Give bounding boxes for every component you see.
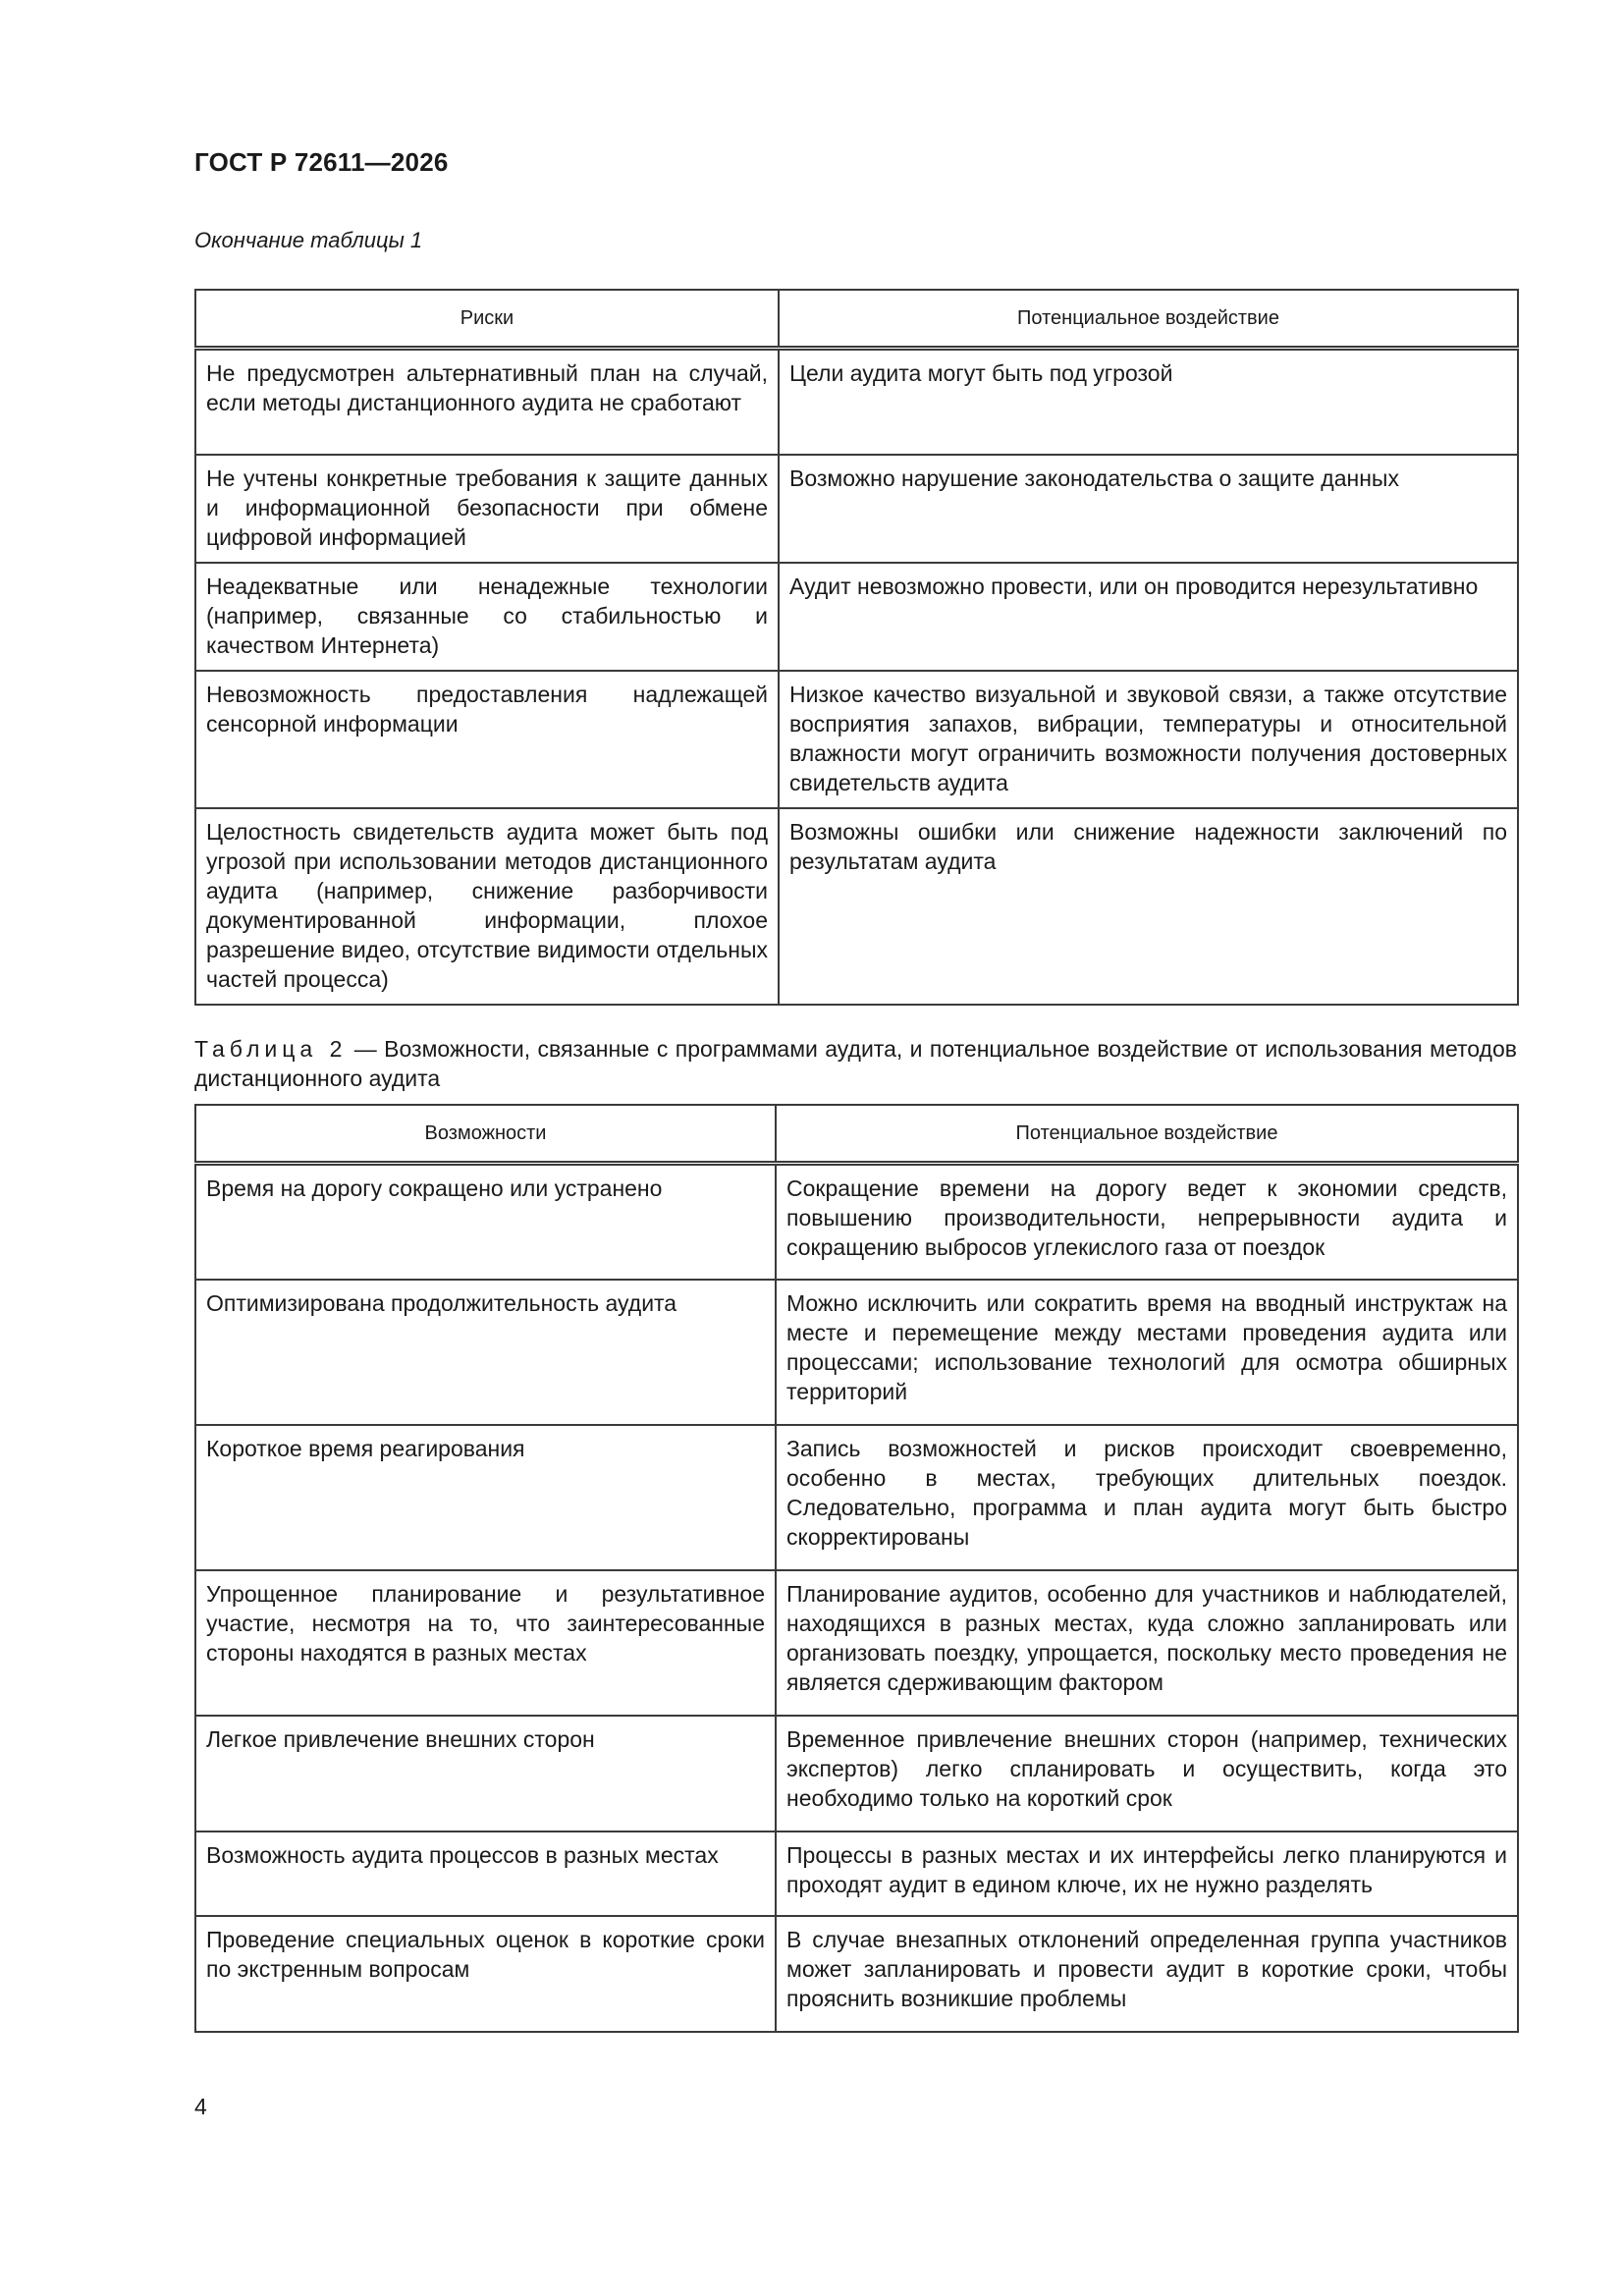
risk-cell: Невозможность предоставления надлежащей сенсорной информации [195, 671, 779, 808]
impact-cell: Планирование аудитов, особенно для участников и наблюдателей, находящихся в разных местах, куда сложно запланировать или организовать поездку, упрощается, поскольку место проведения не является сдерживающим фактором [776, 1570, 1518, 1716]
table2-caption-label: Таблица 2 [194, 1036, 348, 1062]
table-row [195, 455, 1518, 563]
table-row [195, 1164, 1518, 1280]
impact-cell: Процессы в разных местах и их интерфейсы легко планируются и проходят аудит в едином ключе, их не нужно разделять [776, 1831, 1518, 1916]
risk-cell: Неадекватные или ненадежные технологии (например, связанные со стабильностью и качеством Интернета) [195, 563, 779, 671]
impact-cell: Можно исключить или сократить время на вводный инструктаж на месте и перемещение между местами проведения аудита или процессами; использование технологий для осмотра обширных территорий [776, 1280, 1518, 1425]
table-row [195, 808, 1518, 1005]
risk-cell: Не предусмотрен альтернативный план на случай, если методы дистанционного аудита не сработают [195, 349, 779, 455]
table1-continuation-caption: Окончание таблицы 1 [194, 228, 423, 252]
standard-designation: ГОСТ Р 72611—2026 [194, 147, 449, 177]
impact-cell: В случае внезапных отклонений определенная группа участников может запланировать и провести аудит в короткие сроки, чтобы прояснить возникшие проблемы [776, 1916, 1518, 2032]
opportunity-cell: Время на дорогу сокращено или устранено [195, 1164, 776, 1280]
column-header-risks: Риски [195, 290, 779, 349]
page-number: 4 [194, 2094, 207, 2119]
table-header-row [195, 290, 1518, 349]
opportunity-cell: Оптимизирована продолжительность аудита [195, 1280, 776, 1425]
opportunity-cell: Проведение специальных оценок в короткие сроки по экстренным вопросам [195, 1916, 776, 2032]
risks-table [194, 289, 1519, 1006]
table-row [195, 671, 1518, 808]
table-row [195, 1570, 1518, 1716]
table-row [195, 563, 1518, 671]
risk-cell: Не учтены конкретные требования к защите данных и информационной безопасности при обмене цифровой информацией [195, 455, 779, 563]
risk-cell: Целостность свидетельств аудита может быть под угрозой при использовании методов дистанционного аудита (например, снижение разборчивости документированной информации, плохое разрешение видео, отсутствие видимости отдельных частей процесса) [195, 808, 779, 1005]
table-row [195, 1716, 1518, 1831]
impact-cell: Аудит невозможно провести, или он проводится нерезультативно [779, 563, 1518, 671]
opportunity-cell: Упрощенное планирование и результативное участие, несмотря на то, что заинтересованные стороны находятся в разных местах [195, 1570, 776, 1716]
opportunities-table [194, 1104, 1519, 2033]
column-header-impact: Потенциальное воздействие [776, 1105, 1518, 1164]
impact-cell: Запись возможностей и рисков происходит своевременно, особенно в местах, требующих длительных поездок. Следовательно, программа и план аудита могут быть быстро скорректированы [776, 1425, 1518, 1570]
table-row [195, 1916, 1518, 2032]
table-row [195, 1425, 1518, 1570]
impact-cell: Возможно нарушение законодательства о защите данных [779, 455, 1518, 563]
table2-caption-text: — Возможности, связанные с программами аудита, и потенциальное воздействие от использования методов дистанционного аудита [194, 1036, 1517, 1091]
table-row [195, 1831, 1518, 1916]
column-header-impact: Потенциальное воздействие [779, 290, 1518, 349]
opportunity-cell: Легкое привлечение внешних сторон [195, 1716, 776, 1831]
impact-cell: Возможны ошибки или снижение надежности заключений по результатам аудита [779, 808, 1518, 1005]
table-row [195, 1280, 1518, 1425]
impact-cell: Сокращение времени на дорогу ведет к экономии средств, повышению производительности, непрерывности аудита и сокращению выбросов углекислого газа от поездок [776, 1164, 1518, 1280]
table2-caption [194, 1034, 1517, 1093]
impact-cell: Низкое качество визуальной и звуковой связи, а также отсутствие восприятия запахов, вибрации, температуры и относительной влажности могут ограничить возможности получения достоверных свидетельств аудита [779, 671, 1518, 808]
column-header-opportunities: Возможности [195, 1105, 776, 1164]
table-row [195, 349, 1518, 455]
impact-cell: Цели аудита могут быть под угрозой [779, 349, 1518, 455]
opportunity-cell: Возможность аудита процессов в разных местах [195, 1831, 776, 1916]
impact-cell: Временное привлечение внешних сторон (например, технических экспертов) легко спланировать и осуществить, когда это необходимо только на короткий срок [776, 1716, 1518, 1831]
table-header-row [195, 1105, 1518, 1164]
opportunity-cell: Короткое время реагирования [195, 1425, 776, 1570]
